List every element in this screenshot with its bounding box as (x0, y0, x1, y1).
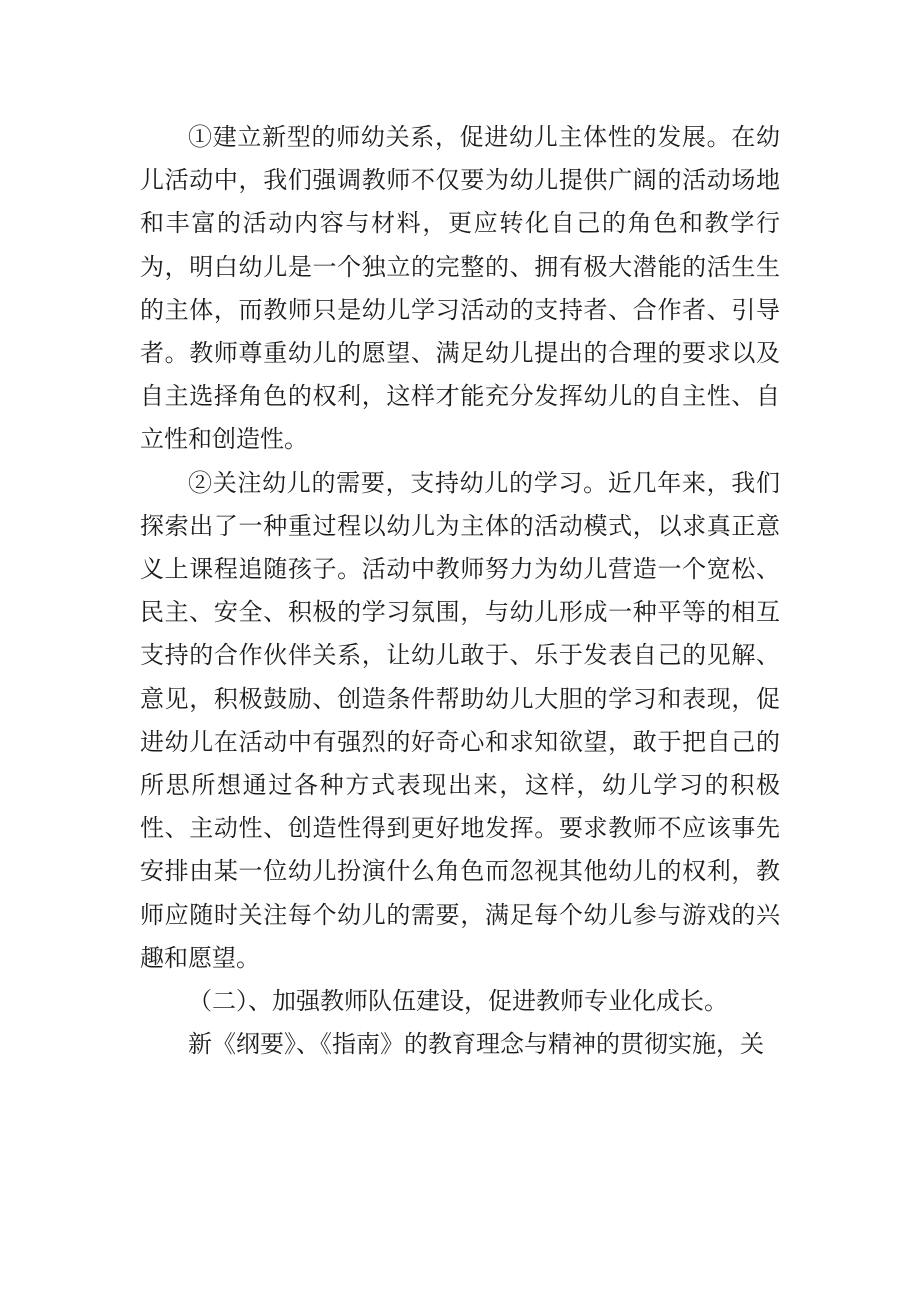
paragraph-child-needs-learning: ②关注幼儿的需要，支持幼儿的学习。近几年来，我们探索出了一种重过程以幼儿为主体的活动模式，以求真正意义上课程追随孩子。活动中教师努力为幼儿营造一个宽松、民主、安全、积极的学习氛围，与幼儿形成一种平等的相互支持的合作伙伴关系，让幼儿敢于、乐于发表自己的见解、意见，积极鼓励、创造条件帮助幼儿大胆的学习和表现，促进幼儿在活动中有强烈的好奇心和求知欲望，敢于把自己的所思所想通过各种方式表现出来，这样，幼儿学习的积极性、主动性、创造性得到更好地发挥。要求教师不应该事先安排由某一位幼儿扮演什么角色而忽视其他幼儿的权利，教师应随时关注每个幼儿的需要，满足每个幼儿参与游戏的兴趣和愿望。 (140, 468, 780, 972)
paragraph-teacher-child-relationship: ①建立新型的师幼关系，促进幼儿主体性的发展。在幼儿活动中，我们强调教师不仅要为幼儿提供广阔的活动场地和丰富的活动内容与材料，更应转化自己的角色和教学行为，明白幼儿是一个独立的完整的、拥有极大潜能的活生生的主体，而教师只是幼儿学习活动的支持者、合作者、引导者。教师尊重幼儿的愿望、满足幼儿提出的合理的要求以及自主选择角色的权利，这样才能充分发挥幼儿的自主性、自立性和创造性。 (140, 123, 780, 454)
section-heading-teacher-team: （二）、加强教师队伍建设，促进教师专业化成长。 (188, 987, 728, 1016)
document-body (140, 116, 780, 1066)
paragraph-guidelines-implementation: 新《纲要》、《指南》的教育理念与精神的贯彻实施，关 (188, 1030, 764, 1059)
